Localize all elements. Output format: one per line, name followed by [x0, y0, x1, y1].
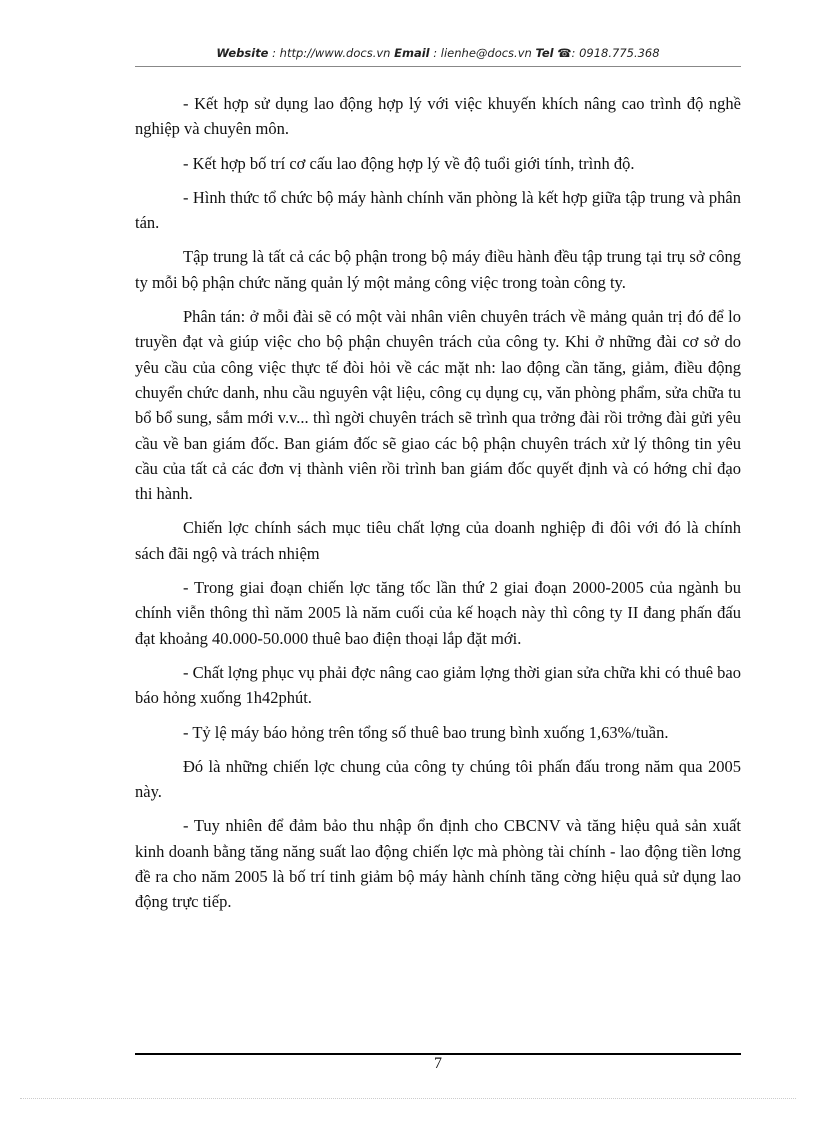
paragraph-8: - Chất lợng phục vụ phải đợc nâng cao giảm lợng thời gian sửa chữa khi có thuê bao báo hỏng xuống 1h42phút.: [135, 662, 741, 708]
page-number: 7: [434, 1055, 442, 1072]
website-url: : http://www.docs.vn: [268, 46, 395, 60]
document-body: [135, 91, 741, 924]
email-address: : lienhe@docs.vn: [429, 46, 536, 60]
tel-number: : 0918.775.368: [571, 46, 660, 60]
page-edge-dots: [20, 1098, 796, 1099]
page-header: [135, 46, 741, 60]
header-divider: [135, 66, 741, 67]
paragraph-4: Tập trung là tất cả các bộ phận trong bộ máy điều hành đều tập trung tại trụ sở công ty mỗi bộ phận chức năng quản lý một mảng công việc trong toàn công ty.: [135, 247, 741, 292]
paragraph-5: Phân tán: ở mỗi đài sẽ có một vài nhân viên chuyên trách về mảng quản trị đó để lo truyền đạt và giúp việc cho bộ phận chuyên trách của công ty. Khi ở những đài cơ sở do yêu cầu của công việc thực tế đòi hỏi về các mặt nh: lao động cần tăng, giảm, điều động chuyển chức danh, nhu cầu nguyên vật liệu, công cụ dụng cụ, văn phòng phẩm, sửa chữa tu bổ bổ sung, sắm mới v.v... thì ngời chuyên trách sẽ trình qua trởng đài rồi trởng đài gửi yêu cầu về ban giám đốc. Ban giám đốc sẽ giao các bộ phận chuyên trách xử lý thông tin yêu cầu của tất cả các đơn vị thành viên rồi trình ban giám đốc quyết định và có hớng chỉ đạo thi hành.: [135, 307, 741, 504]
paragraph-10: Đó là những chiến lợc chung của công ty chúng tôi phấn đấu trong năm qua 2005 này.: [135, 756, 741, 802]
paragraph-2: - Kết hợp bố trí cơ cấu lao động hợp lý về độ tuổi giới tính, trình độ.: [183, 153, 635, 173]
paragraph-11: - Tuy nhiên để đảm bảo thu nhập ổn định cho CBCNV và tăng hiệu quả sản xuất kinh doanh bằng tăng năng suất lao động chiến lợc mà phòng tài chính - lao động tiền lơng đề ra cho năm 2005 là bố trí tinh giảm bộ máy hành chính tăng cờng hiệu quả sử dụng lao động trực tiếp.: [135, 816, 741, 912]
paragraph-6: Chiến lợc chính sách mục tiêu chất lợng của doanh nghiệp đi đôi với đó là chính sách đãi ngộ và trách nhiệm: [135, 518, 741, 563]
paragraph-7: - Trong giai đoạn chiến lợc tăng tốc lần thứ 2 giai đoạn 2000-2005 của ngành bu chính viễn thông thì năm 2005 là năm cuối của kế hoạch này thì công ty II đang phấn đấu đạt khoảng 40.000-50.000 thuê bao điện thoại lắp đặt mới.: [135, 578, 741, 648]
tel-label: Tel: [535, 46, 554, 60]
paragraph-1: - Kết hợp sử dụng lao động hợp lý với việc khuyến khích nâng cao trình độ nghề nghiệp và chuyên môn.: [135, 94, 741, 139]
paragraph-9: - Tỷ lệ máy báo hỏng trên tổng số thuê bao trung bình xuống 1,63%/tuần.: [183, 722, 669, 742]
paragraph-3: - Hình thức tổ chức bộ máy hành chính văn phòng là kết hợp giữa tập trung và phân tán.: [135, 187, 741, 233]
website-label: Website: [216, 46, 269, 60]
phone-icon: ☎: [557, 46, 572, 60]
email-label: Email: [394, 46, 430, 60]
